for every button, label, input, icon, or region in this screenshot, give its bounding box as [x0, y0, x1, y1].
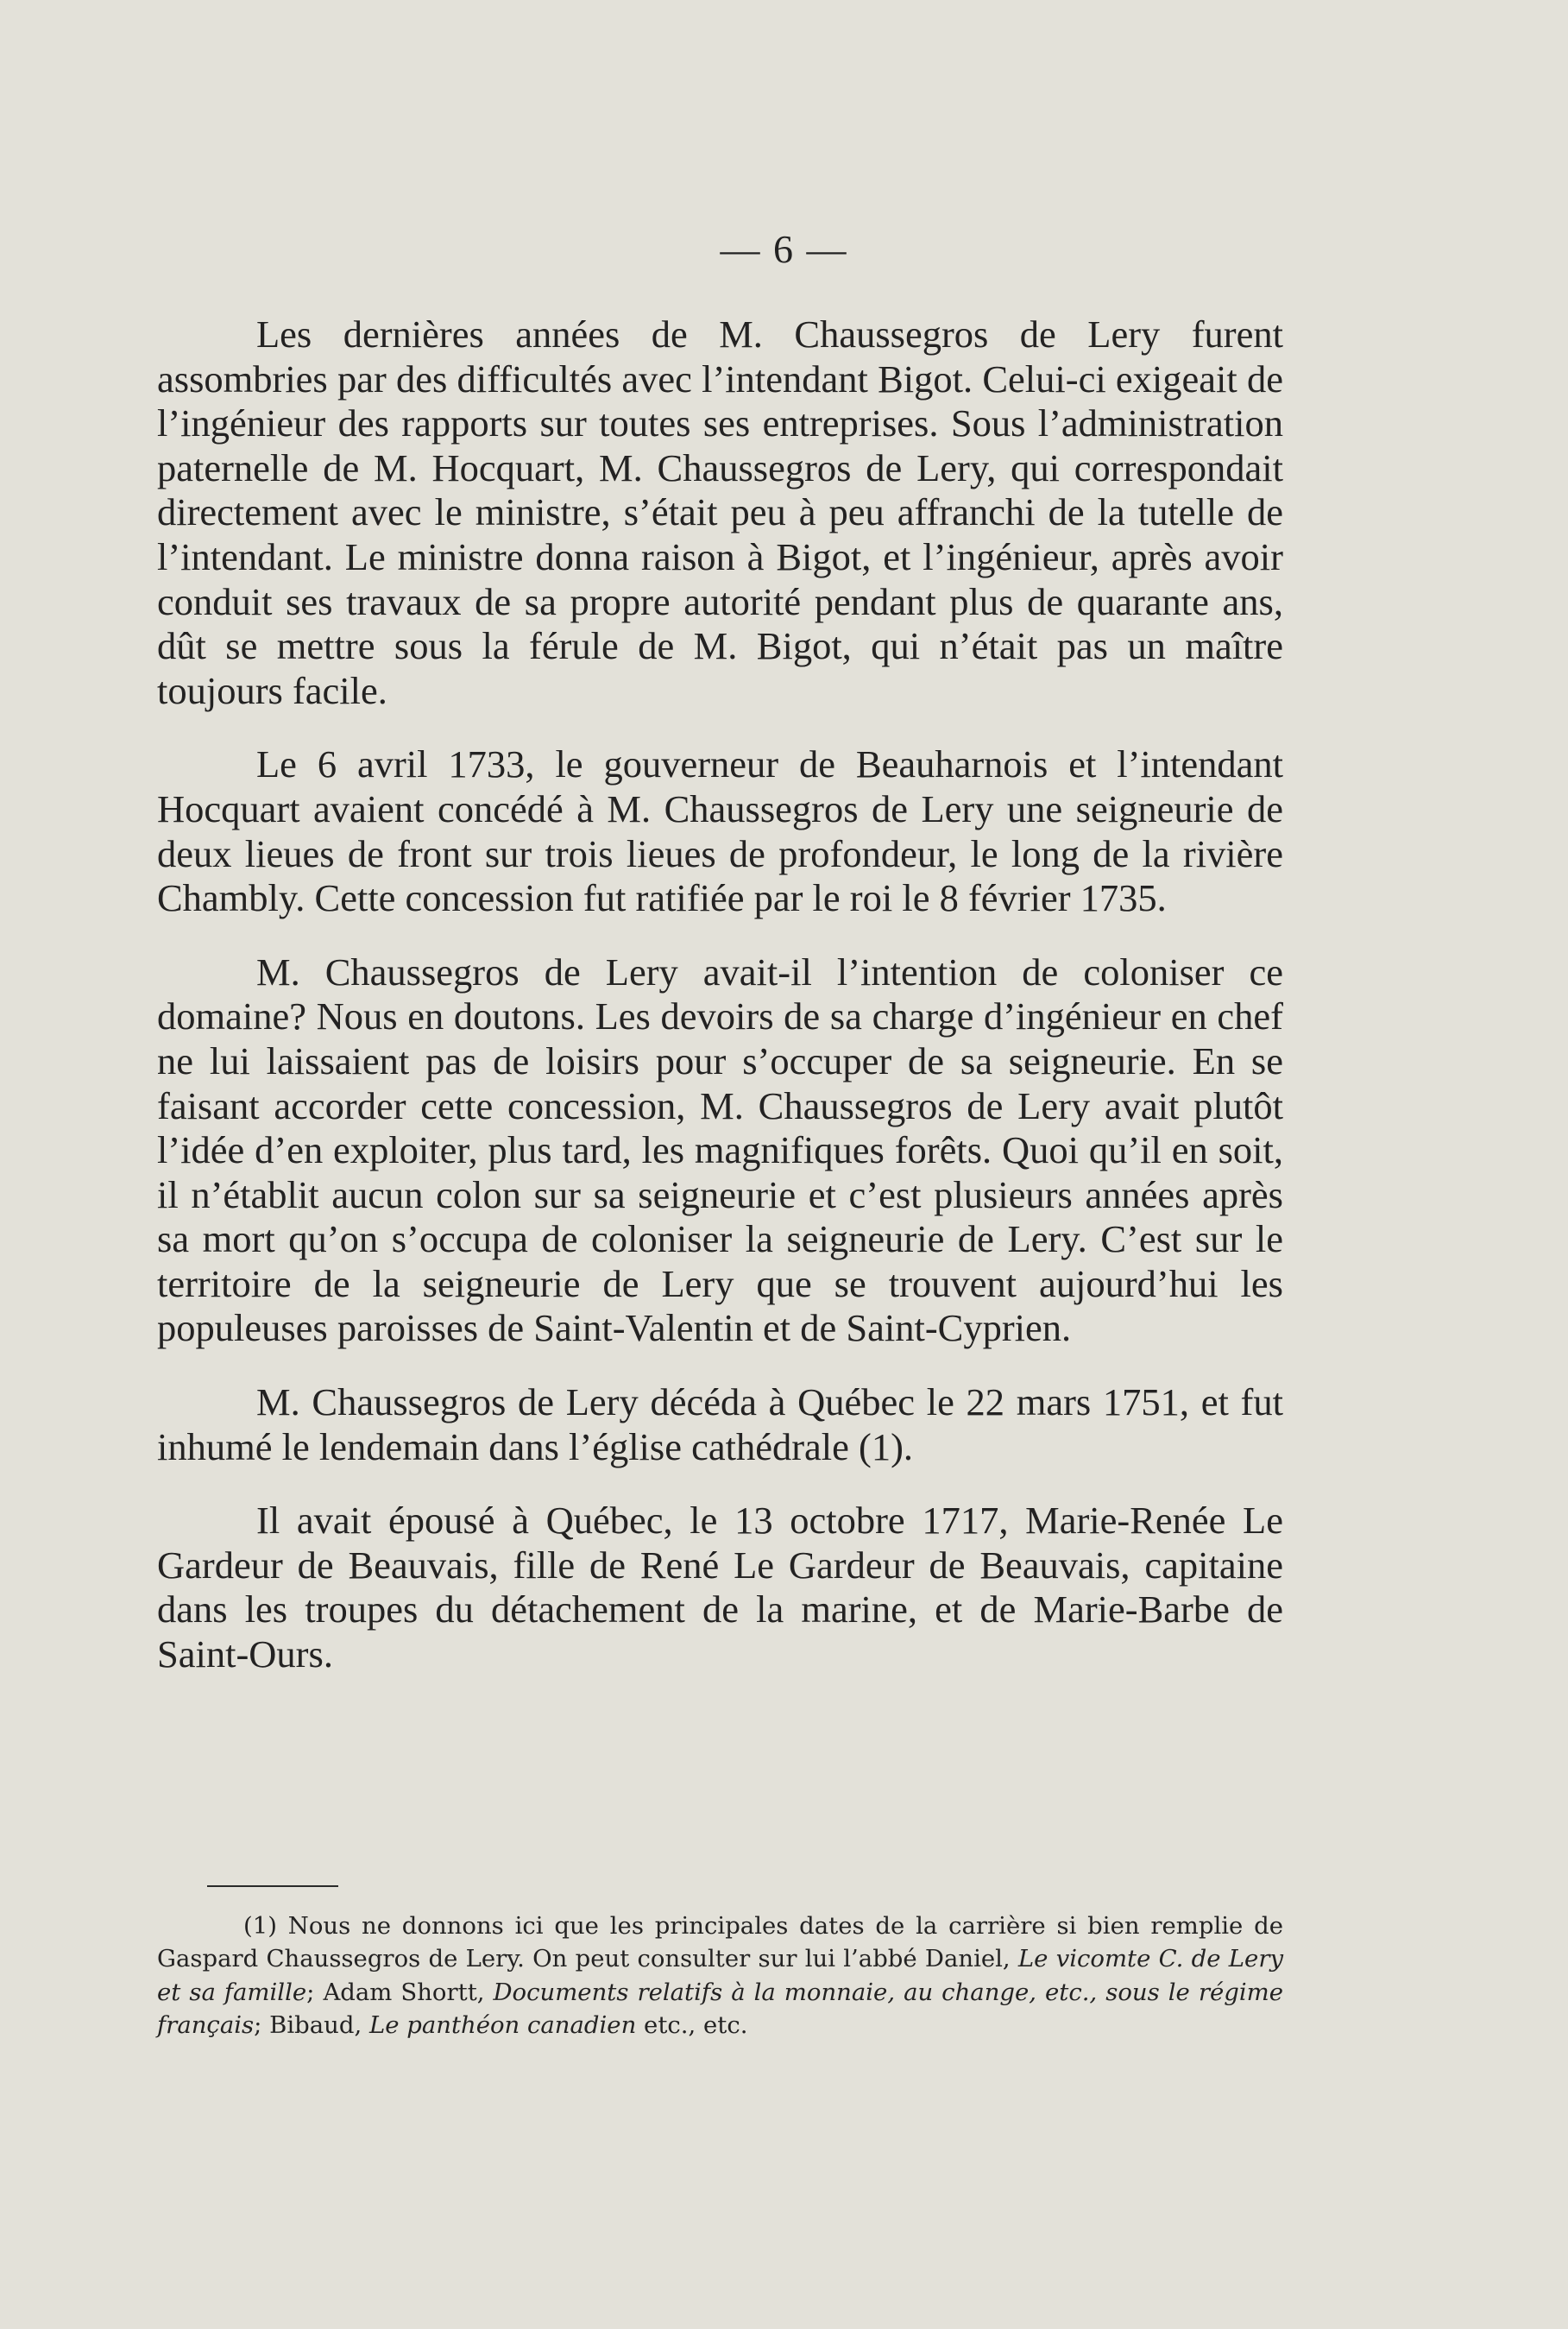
paragraph-5: Il avait épousé à Québec, le 13 octobre 1717, Marie-Renée Le Gardeur de Beauvais, fille de René Le Gardeur de Beauvais, capitaine dans les troupes du détachement de la marine, et de Marie-Barbe de Saint-Ours. [157, 1499, 1283, 1676]
footnote-text-3: ; Bibaud, [254, 2011, 362, 2040]
body-text [157, 312, 1283, 1707]
footnote [157, 1909, 1283, 2042]
page-number: — 6 — [720, 227, 848, 271]
paragraph-3: M. Chaussegros de Lery avait-il l’intention de coloniser ce domaine? Nous en doutons. Les devoirs de sa charge d’ingénieur en chef ne lui laissaient pas de loisirs pour s’occuper de sa seigneurie. En se faisant accorder cette concession, M. Chaussegros de Lery avait plutôt l’idée d’en exploiter, plus tard, les magnifiques forêts. Quoi qu’il en soit, il n’établit aucun colon sur sa seigneurie et c’est plusieurs années après sa mort qu’on s’occupa de coloniser la seigneurie de Lery. C’est sur le territoire de la seigneurie de Lery que se trouvent aujourd’hui les populeuses paroisses de Saint-Valentin et de Saint-Cyprien. [157, 950, 1283, 1350]
paragraph-1: Les dernières années de M. Chaussegros de Lery furent assombries par des difficultés avec l’intendant Bigot. Celui-ci exigeait de l’ingénieur des rapports sur toutes ses entreprises. Sous l’administration paternelle de M. Hocquart, M. Chaussegros de Lery, qui correspondait directement avec le ministre, s’était peu à peu affranchi de la tutelle de l’intendant. Le ministre donna raison à Bigot, et l’ingénieur, après avoir conduit ses travaux de sa propre autorité pendant plus de quarante ans, dût se mettre sous la férule de M. Bigot, qui n’était pas un maître toujours facile. [157, 312, 1283, 712]
footnote-title-1: Le vicomte C. de Lery et sa famille [157, 1945, 1284, 2006]
footnote-text-4: etc., etc. [644, 2011, 748, 2040]
footnote-text-2: ; Adam Shortt, [306, 1978, 485, 2006]
footnote-marker: (1) [243, 1912, 277, 1940]
footnote-title-3: Le panthéon canadien [368, 2011, 637, 2040]
footnote-text-1: Nous ne donnons ici que les principales dates de la carrière si bien remplie de Gaspard Chaussegros de Lery. On peut consulter sur lui l’abbé Daniel, [157, 1912, 1284, 1973]
footnote-separator [207, 1885, 338, 1887]
paragraph-4: M. Chaussegros de Lery décéda à Québec le 22 mars 1751, et fut inhumé le lendemain dans l’église cathédrale (1). [157, 1380, 1283, 1468]
footnote-title-2: Documents relatifs à la monnaie, au change, etc., sous le régime français [157, 1978, 1283, 2040]
paragraph-2: Le 6 avril 1733, le gouverneur de Beauharnois et l’intendant Hocquart avaient concédé à M. Chaussegros de Lery une seigneurie de deux lieues de front sur trois lieues de profondeur, le long de la rivière Chambly. Cette concession fut ratifiée par le roi le 8 février 1735. [157, 742, 1283, 920]
